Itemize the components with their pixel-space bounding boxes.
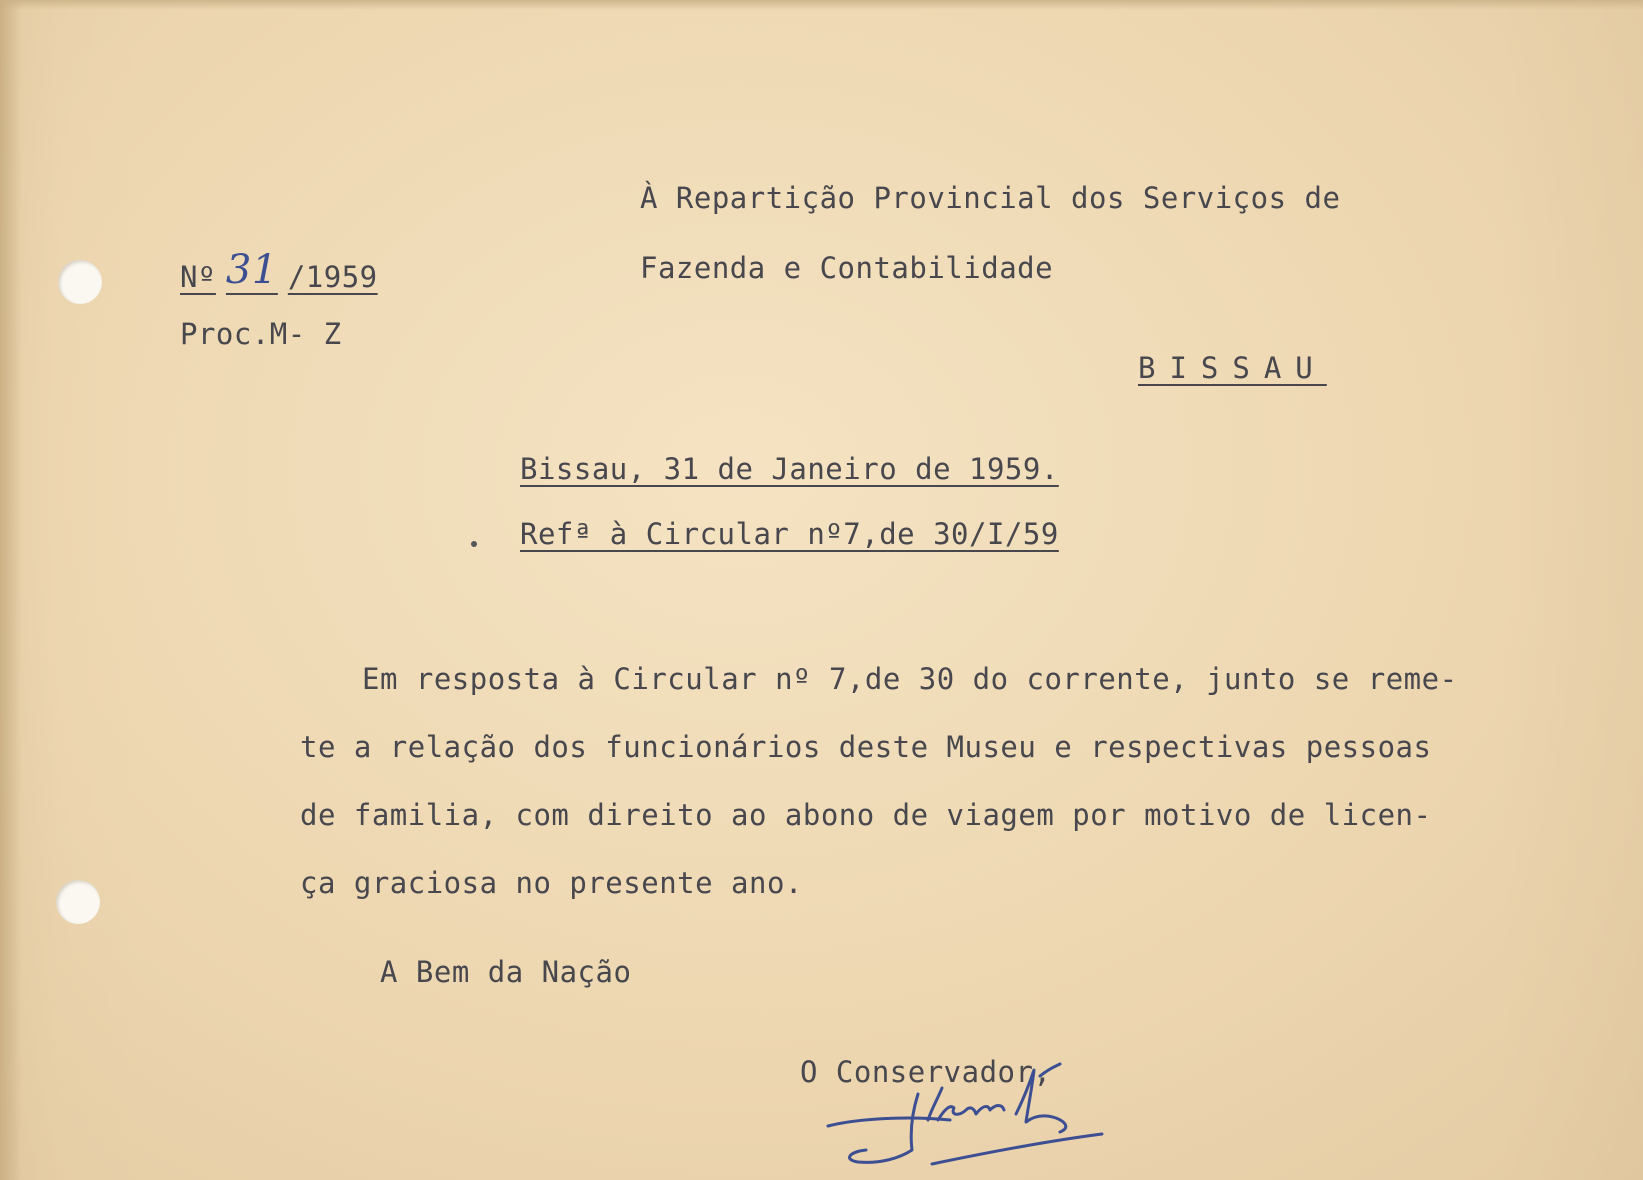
- reference-number: [180, 247, 378, 294]
- signatory-title: O Conservador,: [800, 1055, 1052, 1089]
- body-line-2: te a relação dos funcionários deste Museu e respectivas pessoas: [300, 730, 1432, 764]
- punch-hole-bottom: [56, 880, 100, 924]
- addressee-line-2: Fazenda e Contabilidade: [640, 251, 1054, 285]
- paper-left-edge: [0, 0, 22, 1180]
- body-line-3: de familia, com direito ao abono de viagem por motivo de licen-: [300, 798, 1432, 832]
- body-line-1: [300, 645, 1580, 713]
- body-line-1-text: Em resposta à Circular nº 7,de 30 do corrente, junto se reme-: [362, 662, 1458, 696]
- stray-dot: [471, 541, 477, 547]
- circular-reference: Refª à Circular nº7,de 30/I/59: [520, 517, 1059, 551]
- body-line-4: ça graciosa no presente ano.: [300, 866, 803, 900]
- paper-top-edge: [0, 0, 1643, 10]
- addressee-line-1: À Repartição Provincial dos Serviços de: [640, 181, 1341, 215]
- letter-body: [300, 645, 1580, 917]
- addressee-city: BISSAU: [1138, 351, 1327, 385]
- date-line: Bissau, 31 de Janeiro de 1959.: [520, 452, 1059, 486]
- handwritten-number: 31: [225, 247, 278, 293]
- reference-prefix: Nº: [180, 260, 216, 294]
- reference-year: /1959: [287, 260, 378, 294]
- process-code: Proc.M- Z: [180, 317, 342, 351]
- punch-hole-top: [58, 260, 102, 304]
- handwritten-signature: [820, 1058, 1120, 1173]
- closing-salutation: A Bem da Nação: [380, 955, 632, 989]
